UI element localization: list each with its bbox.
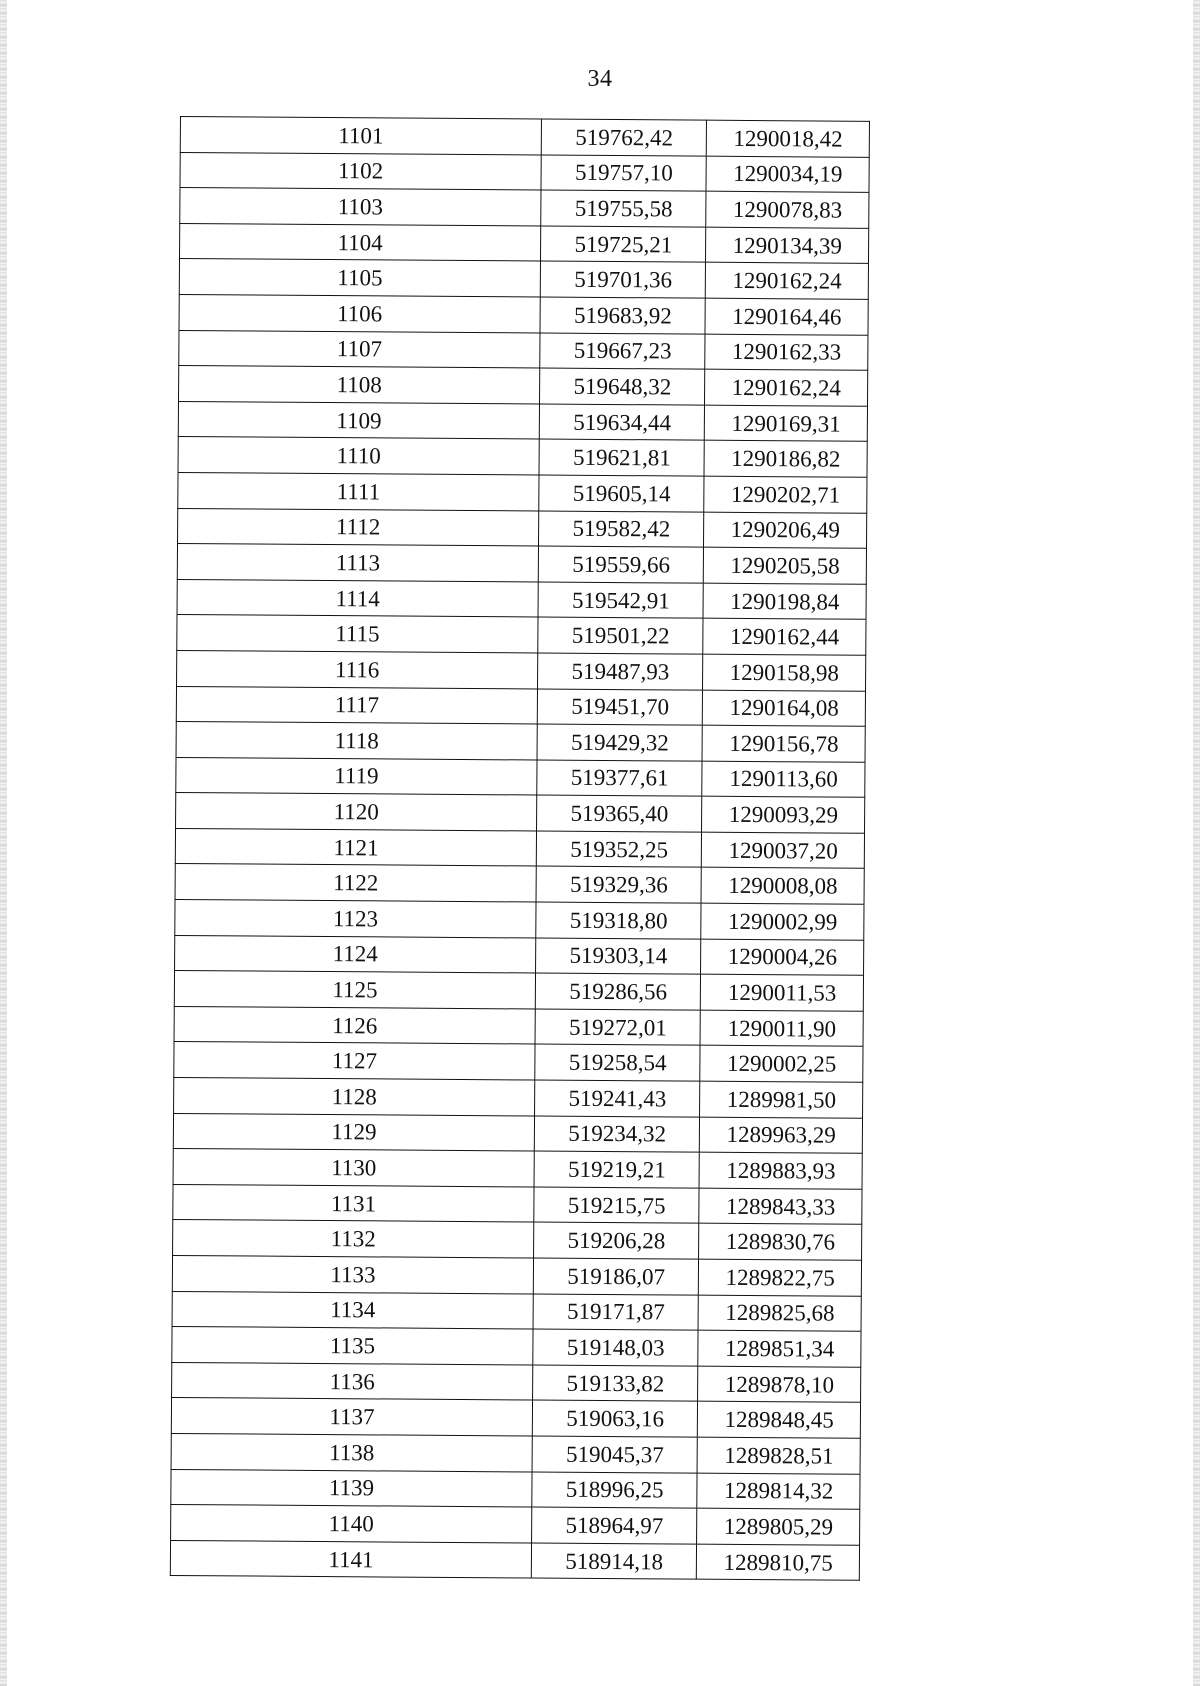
table-row <box>178 508 867 548</box>
y-coordinate-cell: 1289981,50 <box>700 1081 863 1118</box>
table-row <box>180 152 869 192</box>
y-coordinate-cell: 1289814,32 <box>697 1473 860 1510</box>
x-coordinate-cell: 519303,14 <box>536 938 702 975</box>
y-coordinate-cell: 1290162,33 <box>705 334 868 371</box>
point-number-cell: 1141 <box>170 1540 531 1578</box>
point-number-cell: 1102 <box>180 152 541 190</box>
table-row <box>172 1362 861 1402</box>
y-coordinate-cell: 1289883,93 <box>699 1152 862 1189</box>
point-number-cell: 1133 <box>172 1255 533 1293</box>
x-coordinate-cell: 519215,75 <box>534 1187 700 1224</box>
y-coordinate-cell: 1290093,29 <box>702 796 865 833</box>
x-coordinate-cell: 519542,91 <box>538 582 704 619</box>
point-number-cell: 1124 <box>175 935 536 973</box>
table-row <box>179 259 868 299</box>
y-coordinate-cell: 1289848,45 <box>698 1402 861 1439</box>
y-coordinate-cell: 1290205,58 <box>704 547 867 584</box>
point-number-cell: 1105 <box>179 259 540 297</box>
y-coordinate-cell: 1290004,26 <box>701 939 864 976</box>
table-row <box>170 1540 859 1580</box>
x-coordinate-cell: 519725,21 <box>541 226 707 263</box>
point-number-cell: 1139 <box>171 1469 532 1507</box>
x-coordinate-cell: 519683,92 <box>540 297 706 334</box>
y-coordinate-cell: 1290198,84 <box>703 583 866 620</box>
point-number-cell: 1135 <box>172 1327 533 1365</box>
table-row <box>176 722 865 762</box>
point-number-cell: 1123 <box>175 900 536 938</box>
scan-edge-right <box>1193 0 1200 1686</box>
point-number-cell: 1118 <box>176 722 537 760</box>
table-row <box>174 1042 863 1082</box>
x-coordinate-cell: 519667,23 <box>540 333 706 370</box>
table-row <box>171 1398 860 1438</box>
table-row <box>176 757 865 797</box>
y-coordinate-cell: 1290164,46 <box>705 298 868 335</box>
table-row <box>180 117 869 157</box>
x-coordinate-cell: 519329,36 <box>536 866 702 903</box>
table-row <box>175 935 864 975</box>
table-row <box>175 900 864 940</box>
y-coordinate-cell: 1290186,82 <box>704 441 867 478</box>
coordinates-table-body <box>170 117 869 1581</box>
point-number-cell: 1110 <box>178 437 539 475</box>
x-coordinate-cell: 519063,16 <box>532 1400 698 1437</box>
x-coordinate-cell: 519377,61 <box>537 760 703 797</box>
x-coordinate-cell: 519582,42 <box>539 511 705 548</box>
y-coordinate-cell: 1290113,60 <box>702 761 865 798</box>
table-row <box>180 188 869 228</box>
y-coordinate-cell: 1290034,19 <box>706 156 869 193</box>
y-coordinate-cell: 1290156,78 <box>702 725 865 762</box>
x-coordinate-cell: 519234,32 <box>534 1116 700 1153</box>
y-coordinate-cell: 1290078,83 <box>706 191 869 228</box>
y-coordinate-cell: 1289828,51 <box>698 1437 861 1474</box>
x-coordinate-cell: 519045,37 <box>532 1436 698 1473</box>
y-coordinate-cell: 1290206,49 <box>704 512 867 549</box>
x-coordinate-cell: 519605,14 <box>539 475 705 512</box>
x-coordinate-cell: 518914,18 <box>531 1543 697 1580</box>
point-number-cell: 1111 <box>178 472 539 510</box>
x-coordinate-cell: 519621,81 <box>539 439 705 476</box>
x-coordinate-cell: 519352,25 <box>536 831 702 868</box>
y-coordinate-cell: 1290162,24 <box>705 369 868 406</box>
x-coordinate-cell: 519206,28 <box>534 1222 700 1259</box>
point-number-cell: 1108 <box>179 366 540 404</box>
table-row <box>172 1255 861 1295</box>
table-row <box>171 1433 860 1473</box>
point-number-cell: 1103 <box>180 188 541 226</box>
y-coordinate-cell: 1289825,68 <box>699 1295 862 1332</box>
point-number-cell: 1140 <box>171 1505 532 1543</box>
x-coordinate-cell: 519258,54 <box>535 1044 701 1081</box>
point-number-cell: 1128 <box>174 1078 535 1116</box>
x-coordinate-cell: 519219,21 <box>534 1151 700 1188</box>
point-number-cell: 1120 <box>176 793 537 831</box>
coordinates-table <box>170 116 870 1581</box>
point-number-cell: 1115 <box>177 615 538 653</box>
point-number-cell: 1119 <box>176 757 537 795</box>
table-row <box>171 1469 860 1509</box>
x-coordinate-cell: 519286,56 <box>535 973 701 1010</box>
point-number-cell: 1106 <box>179 294 540 332</box>
y-coordinate-cell: 1290002,25 <box>700 1046 863 1083</box>
y-coordinate-cell: 1290158,98 <box>703 654 866 691</box>
point-number-cell: 1107 <box>179 330 540 368</box>
y-coordinate-cell: 1290202,71 <box>704 476 867 513</box>
table-row <box>179 294 868 334</box>
x-coordinate-cell: 519701,36 <box>540 261 706 298</box>
x-coordinate-cell: 519148,03 <box>533 1329 699 1366</box>
y-coordinate-cell: 1290162,44 <box>703 618 866 655</box>
table-row <box>177 544 866 584</box>
point-number-cell: 1121 <box>175 828 536 866</box>
y-coordinate-cell: 1289851,34 <box>698 1330 861 1367</box>
table-row <box>174 1006 863 1046</box>
x-coordinate-cell: 519272,01 <box>535 1009 701 1046</box>
x-coordinate-cell: 519757,10 <box>541 155 707 192</box>
table-row <box>179 366 868 406</box>
y-coordinate-cell: 1290018,42 <box>707 120 870 157</box>
y-coordinate-cell: 1289822,75 <box>699 1259 862 1296</box>
point-number-cell: 1130 <box>173 1149 534 1187</box>
point-number-cell: 1131 <box>173 1184 534 1222</box>
table-row <box>172 1327 861 1367</box>
table-row <box>173 1220 862 1260</box>
page-number: 34 <box>587 66 613 92</box>
y-coordinate-cell: 1289805,29 <box>697 1508 860 1545</box>
point-number-cell: 1138 <box>171 1433 532 1471</box>
y-coordinate-cell: 1290134,39 <box>706 227 869 264</box>
point-number-cell: 1104 <box>180 223 541 261</box>
y-coordinate-cell: 1289830,76 <box>699 1224 862 1261</box>
table-row <box>178 472 867 512</box>
table-row <box>174 971 863 1011</box>
point-number-cell: 1132 <box>173 1220 534 1258</box>
point-number-cell: 1126 <box>174 1006 535 1044</box>
x-coordinate-cell: 519634,44 <box>539 404 705 441</box>
table-row <box>175 828 864 868</box>
table-row <box>178 401 867 441</box>
y-coordinate-cell: 1290011,90 <box>700 1010 863 1047</box>
table-row <box>171 1505 860 1545</box>
table-row <box>174 1078 863 1118</box>
table-row <box>172 1291 861 1331</box>
table-row <box>178 437 867 477</box>
y-coordinate-cell: 1289963,29 <box>700 1117 863 1154</box>
y-coordinate-cell: 1290164,08 <box>703 690 866 727</box>
y-coordinate-cell: 1290002,99 <box>701 903 864 940</box>
table-row <box>176 686 865 726</box>
point-number-cell: 1134 <box>172 1291 533 1329</box>
x-coordinate-cell: 519241,43 <box>535 1080 701 1117</box>
point-number-cell: 1125 <box>174 971 535 1009</box>
x-coordinate-cell: 519133,82 <box>533 1365 699 1402</box>
x-coordinate-cell: 518964,97 <box>532 1507 698 1544</box>
x-coordinate-cell: 519648,32 <box>540 368 706 405</box>
point-number-cell: 1112 <box>178 508 539 546</box>
point-number-cell: 1109 <box>178 401 539 439</box>
table-row <box>173 1149 862 1189</box>
point-number-cell: 1122 <box>175 864 536 902</box>
point-number-cell: 1127 <box>174 1042 535 1080</box>
table-row <box>176 793 865 833</box>
table-row <box>177 579 866 619</box>
table-row <box>177 615 866 655</box>
table-row <box>180 223 869 263</box>
x-coordinate-cell: 518996,25 <box>532 1472 698 1509</box>
table-row <box>173 1184 862 1224</box>
scan-edge-left <box>0 0 7 1686</box>
x-coordinate-cell: 519487,93 <box>538 653 704 690</box>
point-number-cell: 1101 <box>180 117 541 155</box>
point-number-cell: 1137 <box>171 1398 532 1436</box>
x-coordinate-cell: 519318,80 <box>536 902 702 939</box>
y-coordinate-cell: 1290011,53 <box>701 974 864 1011</box>
y-coordinate-cell: 1289810,75 <box>697 1544 860 1581</box>
y-coordinate-cell: 1289843,33 <box>699 1188 862 1225</box>
x-coordinate-cell: 519755,58 <box>541 190 707 227</box>
x-coordinate-cell: 519451,70 <box>537 689 703 726</box>
point-number-cell: 1136 <box>172 1362 533 1400</box>
y-coordinate-cell: 1289878,10 <box>698 1366 861 1403</box>
y-coordinate-cell: 1290169,31 <box>705 405 868 442</box>
x-coordinate-cell: 519171,87 <box>533 1294 699 1331</box>
x-coordinate-cell: 519762,42 <box>541 119 707 156</box>
point-number-cell: 1116 <box>177 650 538 688</box>
point-number-cell: 1117 <box>176 686 537 724</box>
point-number-cell: 1114 <box>177 579 538 617</box>
x-coordinate-cell: 519501,22 <box>538 617 704 654</box>
point-number-cell: 1129 <box>173 1113 534 1151</box>
table-row <box>173 1113 862 1153</box>
x-coordinate-cell: 519429,32 <box>537 724 703 761</box>
table-row <box>177 650 866 690</box>
table-row <box>179 330 868 370</box>
x-coordinate-cell: 519559,66 <box>538 546 704 583</box>
y-coordinate-cell: 1290008,08 <box>701 868 864 905</box>
x-coordinate-cell: 519186,07 <box>533 1258 699 1295</box>
point-number-cell: 1113 <box>177 544 538 582</box>
table-row <box>175 864 864 904</box>
y-coordinate-cell: 1290162,24 <box>706 263 869 300</box>
y-coordinate-cell: 1290037,20 <box>702 832 865 869</box>
x-coordinate-cell: 519365,40 <box>537 795 703 832</box>
